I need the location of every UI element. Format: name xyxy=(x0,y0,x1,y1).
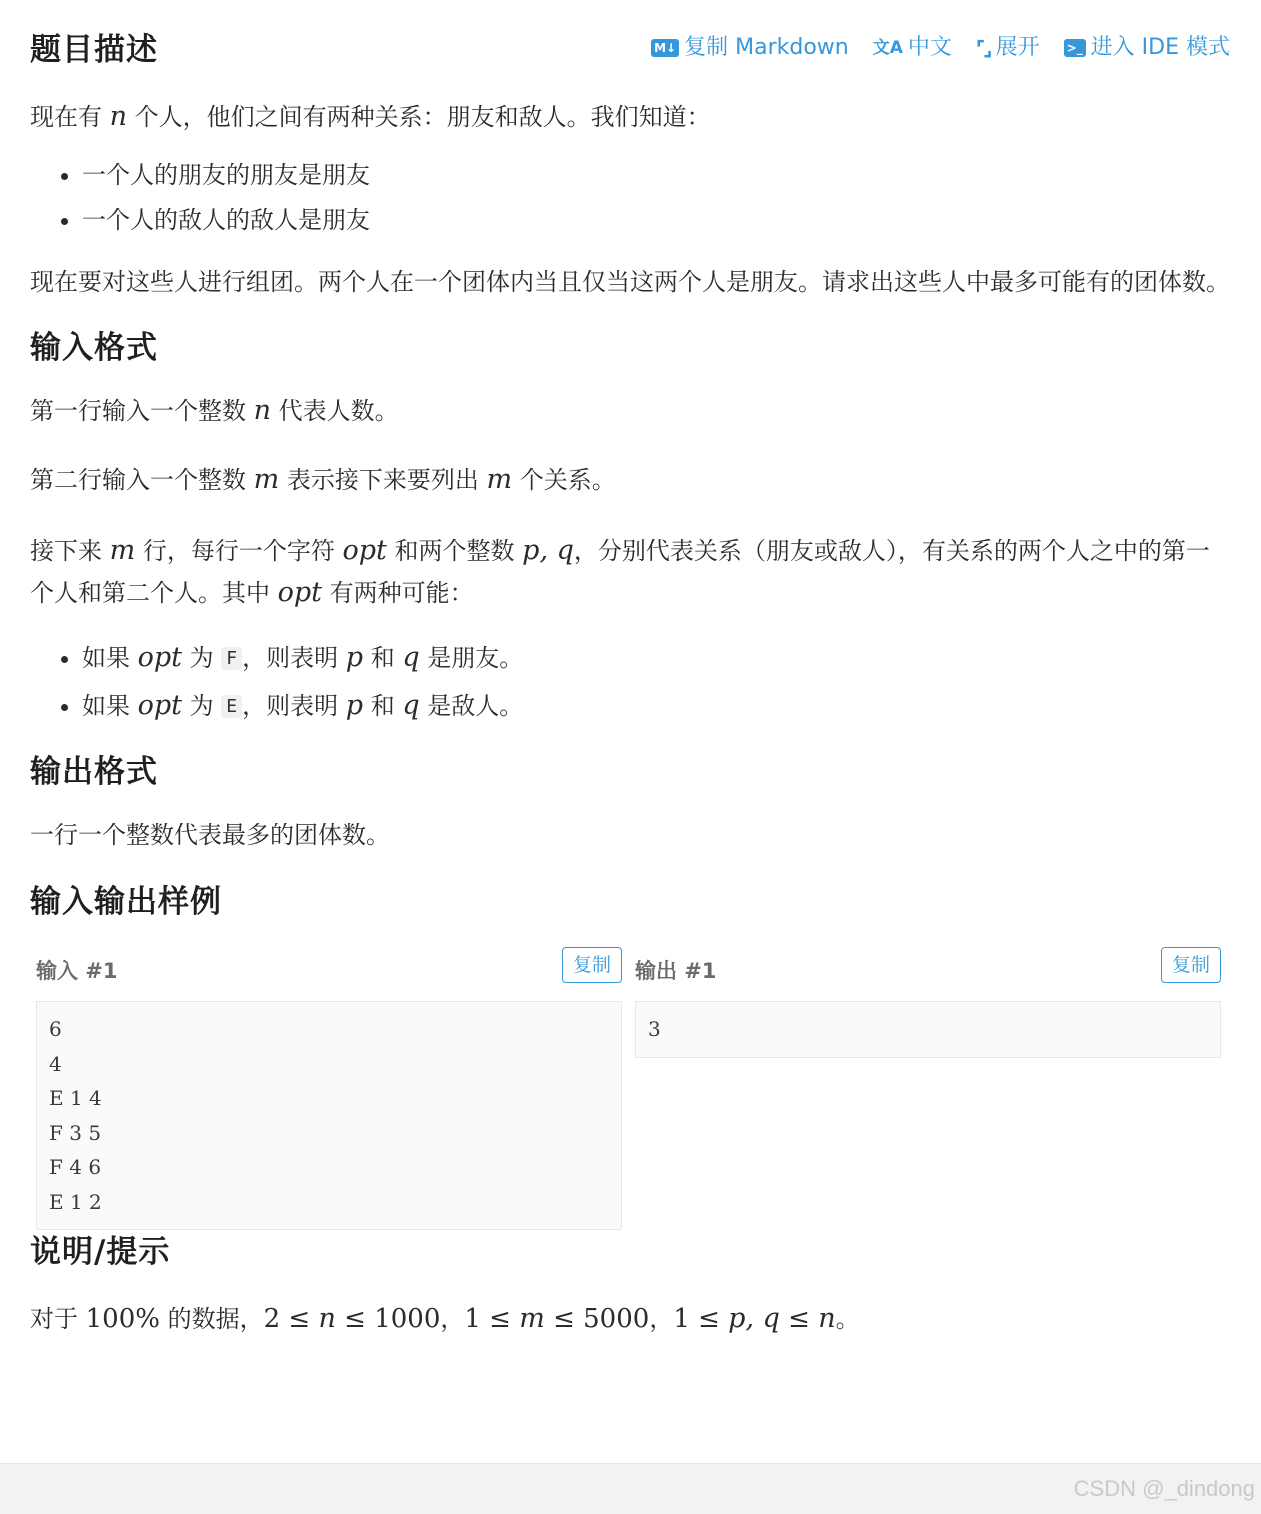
inline-code: E xyxy=(221,695,242,718)
text-segment: ， xyxy=(649,1305,674,1333)
expand-button[interactable] xyxy=(976,32,1040,64)
text-segment: 代表人数。 xyxy=(271,397,399,425)
math-variable: opt xyxy=(277,577,323,608)
math-variable: q xyxy=(402,690,420,721)
text-segment: ，则表明 xyxy=(242,644,346,672)
text-segment: 。 xyxy=(835,1305,860,1333)
sample-output-box[interactable]: 3 xyxy=(635,1001,1221,1058)
text-segment: ，则表明 xyxy=(242,692,346,720)
copy-markdown-button[interactable] xyxy=(651,32,849,64)
text-segment: 和 xyxy=(363,692,403,720)
opt-options xyxy=(30,634,1230,730)
sample-output-label: 输出 #1 xyxy=(635,959,717,983)
ide-mode-label: 进入 IDE 模式 xyxy=(1090,35,1230,60)
sample-input xyxy=(36,947,622,1230)
input-line-2 xyxy=(30,461,1230,499)
hint-text xyxy=(30,1300,1230,1338)
output-format-text xyxy=(30,816,1230,854)
math-variable: n xyxy=(253,395,272,426)
problem-toolbar xyxy=(651,32,1230,64)
sample-input-box[interactable]: 6 4 E 1 4 F 3 5 F 4 6 E 1 2 xyxy=(36,1001,622,1230)
page-footer xyxy=(0,1463,1261,1514)
text-segment: 有两种可能： xyxy=(322,579,474,607)
description-task xyxy=(30,263,1230,301)
csdn-watermark: CSDN @_dindong xyxy=(1073,1476,1255,1501)
math-variable: opt xyxy=(137,690,183,721)
math-variable: n xyxy=(818,1303,836,1334)
copy-output-button[interactable]: 复制 xyxy=(1161,947,1221,983)
math-variable: n xyxy=(318,1303,336,1334)
expand-label: 展开 xyxy=(995,35,1040,60)
text-segment: 行，每行一个字符 xyxy=(135,537,343,565)
opt-option-item xyxy=(82,682,1230,730)
samples-area xyxy=(30,947,1230,1227)
copy-markdown-label: 复制 Markdown xyxy=(684,35,849,60)
terminal-icon: >_ xyxy=(1064,39,1086,57)
math-expression: 2 ≤ xyxy=(263,1304,319,1334)
math-expression: 1 ≤ xyxy=(673,1304,729,1334)
math-variable: opt xyxy=(137,642,183,673)
output-format-title: 输出格式 xyxy=(30,754,158,790)
math-expression: ≤ xyxy=(779,1304,819,1334)
text-segment: 如果 xyxy=(82,644,138,672)
text-segment: 为 xyxy=(182,644,222,672)
text-segment: ，分别代表关系（朋友或敌人），有关系的两个人之中的第一个人和第二个人。其中 xyxy=(30,537,1210,607)
math-variable: n xyxy=(109,101,128,132)
math-variable: q xyxy=(402,642,420,673)
samples-title: 输入输出样例 xyxy=(30,884,222,920)
sample-input-label: 输入 #1 xyxy=(36,959,118,983)
text-segment: 和 xyxy=(363,644,403,672)
text-segment: ， xyxy=(440,1305,465,1333)
description-intro xyxy=(30,98,1230,136)
markdown-icon: M↓ xyxy=(651,39,679,57)
math-variable: p xyxy=(345,690,364,721)
inline-code: F xyxy=(221,647,242,670)
text-segment: 和两个整数 xyxy=(386,537,523,565)
text-segment: 对于 xyxy=(30,1305,86,1333)
math-variable: m xyxy=(519,1303,545,1334)
math-variable: p, q xyxy=(728,1303,780,1334)
text-segment: 的数据， xyxy=(159,1305,264,1333)
text-segment: 如果 xyxy=(82,692,138,720)
text-segment: 接下来 xyxy=(30,537,110,565)
expand-icon: ⌜⌟ xyxy=(975,36,991,60)
sample-input-head xyxy=(36,947,622,991)
text-segment: 个关系。 xyxy=(512,466,616,494)
math-expression: 100% xyxy=(85,1304,160,1334)
input-line-3 xyxy=(30,530,1230,614)
text-segment: 个人，他们之间有两种关系：朋友和敌人。我们知道： xyxy=(127,103,711,131)
input-line-1 xyxy=(30,392,1230,430)
relation-rules xyxy=(30,153,1230,243)
math-variable: p, q xyxy=(522,535,574,566)
text-segment: 第二行输入一个整数 xyxy=(30,466,254,494)
math-variable: m xyxy=(109,535,136,566)
text-segment: 为 xyxy=(182,692,222,720)
language-label: 中文 xyxy=(907,35,952,60)
text-segment: 是朋友。 xyxy=(419,644,524,672)
sample-output xyxy=(635,947,1221,1058)
math-variable: m xyxy=(253,464,280,495)
language-button[interactable] xyxy=(873,32,952,64)
text-segment: 是敌人。 xyxy=(419,692,524,720)
description-title: 题目描述 xyxy=(30,32,158,68)
rule-item: • 一个人的朋友的朋友是朋友 xyxy=(82,153,1230,198)
text-segment: 第一行输入一个整数 xyxy=(30,397,254,425)
math-expression: ≤ 5000 xyxy=(544,1304,650,1334)
rule-item: • 一个人的敌人的敌人是朋友 xyxy=(82,198,1230,243)
copy-input-button[interactable]: 复制 xyxy=(562,947,622,983)
text-segment: 一行一个整数代表最多的团体数。 xyxy=(30,821,390,849)
text-segment: 表示接下来要列出 xyxy=(279,466,487,494)
math-expression: 1 ≤ xyxy=(464,1304,520,1334)
math-expression: ≤ 1000 xyxy=(335,1304,441,1334)
sample-output-head xyxy=(635,947,1221,991)
math-variable: m xyxy=(486,464,513,495)
translate-icon: 文A xyxy=(872,38,903,58)
text-segment: 现在要对这些人进行组团。两个人在一个团体内当且仅当这两个人是朋友。请求出这些人中最多可能有的团体数。 xyxy=(30,268,1230,296)
ide-mode-button[interactable] xyxy=(1064,32,1230,64)
input-format-title: 输入格式 xyxy=(30,330,158,366)
opt-option-item xyxy=(82,634,1230,682)
hint-title: 说明/提示 xyxy=(30,1234,171,1270)
text-segment: 现在有 xyxy=(30,103,110,131)
problem-header xyxy=(30,0,1230,100)
math-variable: opt xyxy=(342,535,387,566)
problem-content xyxy=(30,0,1230,1338)
math-variable: p xyxy=(345,642,364,673)
